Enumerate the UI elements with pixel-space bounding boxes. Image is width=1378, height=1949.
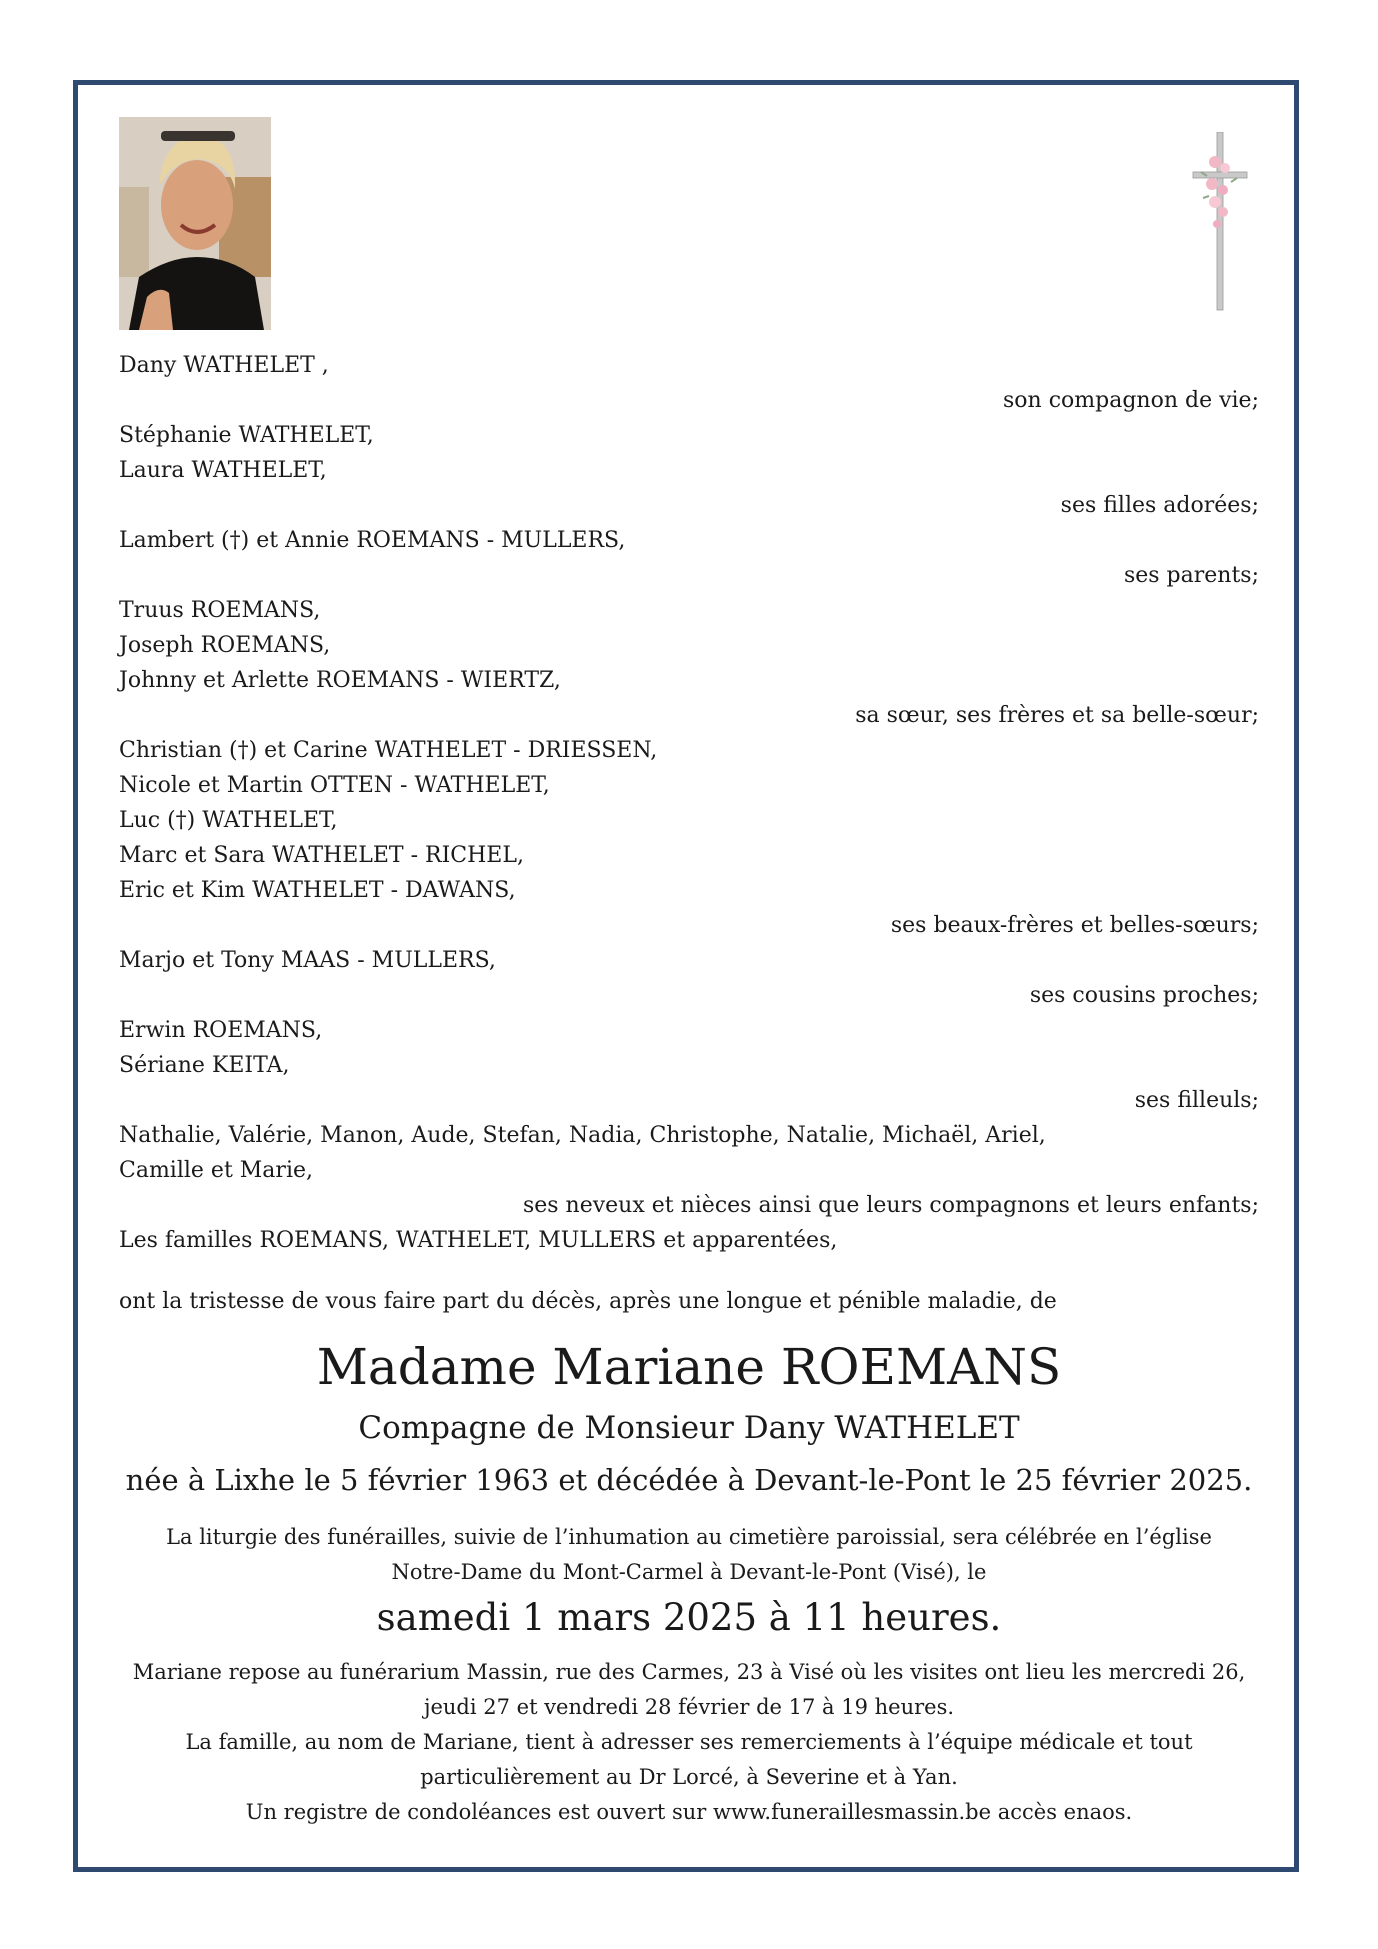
family-role: son compagnon de vie; [1003,388,1259,413]
family-line: Erwin ROEMANS, [119,1018,323,1043]
family-line: Truus ROEMANS, [119,598,321,623]
register-text: Un registre de condoléances est ouvert sur www.funeraillesmassin.be accès enaos. [245,1800,1133,1824]
family-line: Dany WATHELET , [119,353,329,378]
portrait-photo [119,117,271,330]
ceremony-date: samedi 1 mars 2025 à 11 heures. [376,1596,1002,1639]
floral-cross-icon [1185,132,1255,312]
deceased-name: Madame Mariane ROEMANS [316,1338,1062,1396]
family-line: Sériane KEITA, [119,1053,290,1078]
birth-death-dates: née à Lixhe le 5 février 1963 et décédée à Devant-le-Pont le 25 février 2025. [125,1463,1253,1497]
family-role: ses beaux-frères et belles-sœurs; [890,913,1259,938]
family-role: ses neveux et nièces ainsi que leurs compagnons et leurs enfants; [522,1193,1259,1218]
announcement-text: ont la tristesse de vous faire part du décès, après une longue et pénible maladie, de [119,1289,1057,1314]
family-line: Luc (†) WATHELET, [119,808,338,833]
family-line: Marjo et Tony MAAS - MULLERS, [119,948,496,973]
family-role: ses cousins proches; [1029,983,1259,1008]
family-line: Christian (†) et Carine WATHELET - DRIESSEN, [119,738,658,763]
family-role: sa sœur, ses frères et sa belle-sœur; [855,703,1259,728]
family-line: Eric et Kim WATHELET - DAWANS, [119,878,516,903]
liturgy-text: La liturgie des funérailles, suivie de l’inhumation au cimetière paroissial, sera célébrée en l’église Notre-Dame du Mont-Carmel à Devant-le-Pont (Visé), le [166,1525,1212,1584]
family-line: Nathalie, Valérie, Manon, Aude, Stefan, Nadia, Christophe, Natalie, Michaël, Ariel, [119,1123,1046,1148]
family-line: Nicole et Martin OTTEN - WATHELET, [119,773,550,798]
footer-notes [119,1655,1259,1830]
family-line: Laura WATHELET, [119,458,327,483]
visits-text: Mariane repose au funérarium Massin, rue des Carmes, 23 à Visé où les visites ont lieu les mercredi 26, jeudi 27 et vendredi 28 février de 17 à 19 heures. [132,1660,1246,1719]
family-line: Camille et Marie, [119,1158,313,1183]
family-line: Johnny et Arlette ROEMANS - WIERTZ, [119,668,561,693]
family-role: ses parents; [1123,563,1259,588]
family-line: Les familles ROEMANS, WATHELET, MULLERS et apparentées, [119,1228,838,1253]
family-line: Marc et Sara WATHELET - RICHEL, [119,843,524,868]
partner-line: Compagne de Monsieur Dany WATHELET [358,1410,1020,1446]
family-line: Lambert (†) et Annie ROEMANS - MULLERS, [119,528,626,553]
family-role: ses filleuls; [1134,1088,1259,1113]
family-line: Stéphanie WATHELET, [119,423,374,448]
thanks-text: La famille, au nom de Mariane, tient à adresser ses remerciements à l’équipe médicale et tout particulièrement au Dr Lorcé, à Severine et à Yan. [185,1730,1193,1789]
family-role: ses filles adorées; [1060,493,1259,518]
family-line: Joseph ROEMANS, [119,633,331,658]
